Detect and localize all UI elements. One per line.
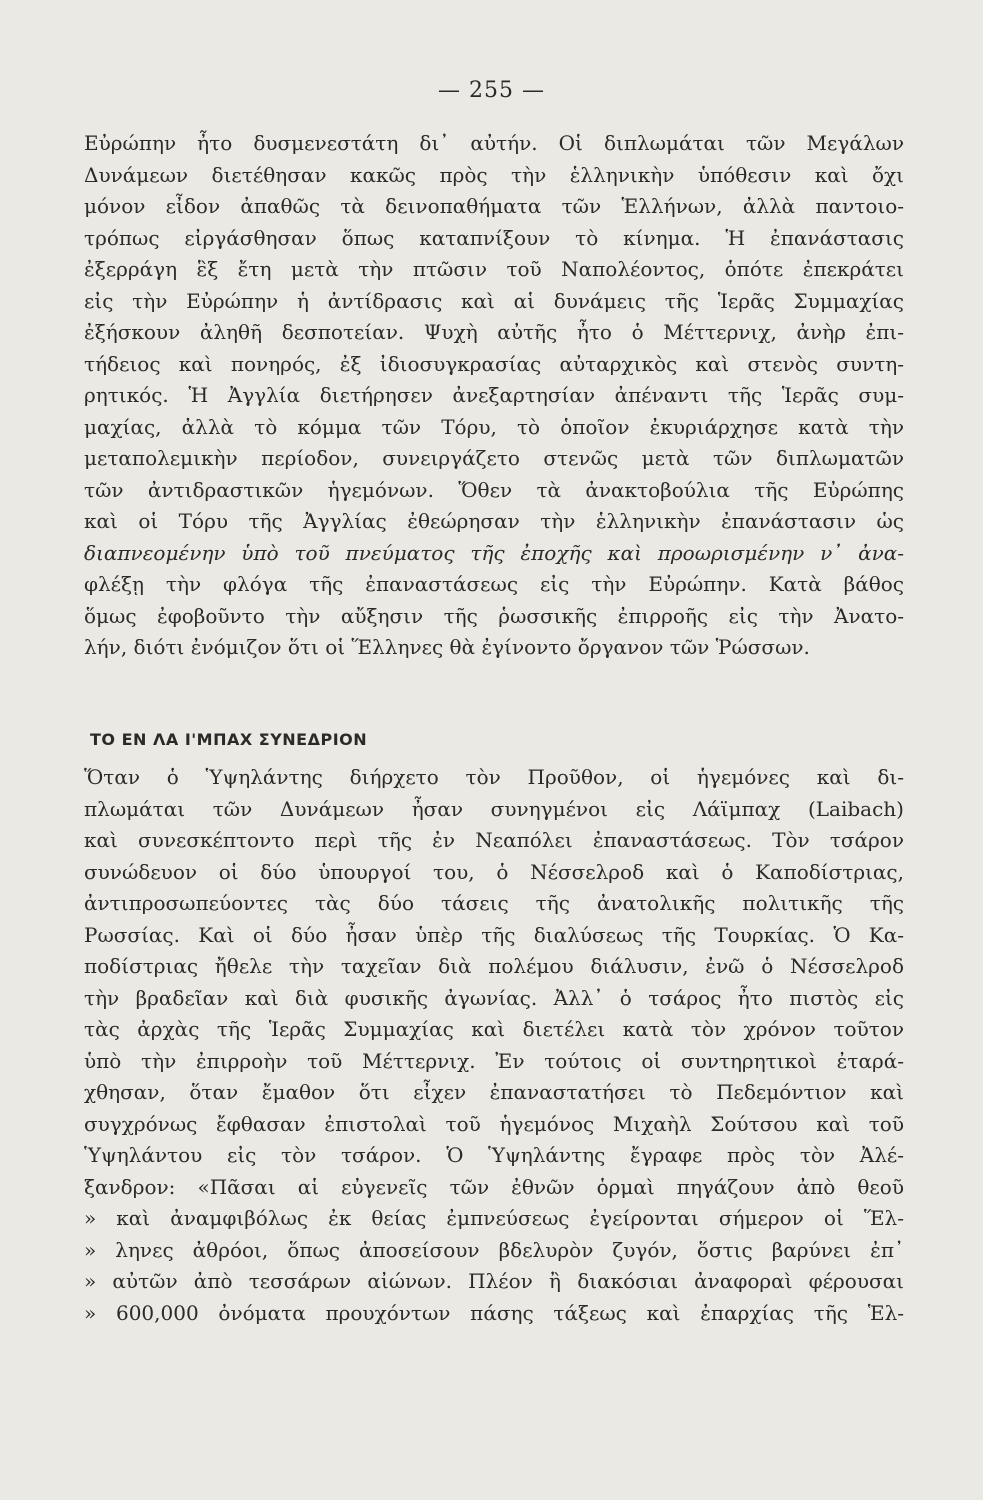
- text-line: » αὐτῶν ἀπὸ τεσσάρων αἰώνων. Πλέον ἢ διακόσιαι ἀναφοραὶ φέρουσαι: [84, 1269, 904, 1293]
- text-line: » ληνες ἀθρόοι, ὅπως ἀποσείσουν βδελυρὸν ζυγόν, ὅστις βαρύνει ἐπ᾽: [84, 1237, 904, 1262]
- text-line: καὶ συνεσκέπτοντο περὶ τῆς ἐν Νεαπόλει ἐπαναστάσεως. Τὸν τσάρον: [84, 828, 904, 852]
- text-line: Εὐρώπην ἦτο δυσμενεστάτη δι᾽ αὐτήν. Οἱ διπλωμάται τῶν Μεγάλων: [84, 131, 904, 155]
- text-line: καὶ οἱ Τόρυ τῆς Ἀγγλίας ἐθεώρησαν τὴν ἑλληνικὴν ἐπανάστασιν ὡς: [84, 509, 904, 533]
- text-line: Δυνάμεων διετέθησαν κακῶς πρὸς τὴν ἑλληνικὴν ὑπόθεσιν καὶ ὄχι: [84, 162, 904, 187]
- page-number: — 255 —: [438, 78, 545, 103]
- text-line: ποδίστριας ἤθελε τὴν ταχεῖαν διὰ πολέμου διάλυσιν, ἐνῶ ὁ Νέσσελροδ: [84, 954, 904, 978]
- text-line: ρητικός. Ἡ Ἀγγλία διετήρησεν ἀνεξαρτησίαν ἀπέναντι τῆς Ἱερᾶς συμ-: [84, 383, 904, 407]
- text-line: εἰς τὴν Εὐρώπην ἡ ἀντίδρασις καὶ αἱ δυνάμεις τῆς Ἱερᾶς Συμμαχίας: [84, 288, 904, 313]
- text-line: ξανδρον: «Πᾶσαι αἱ εὐγενεῖς τῶν ἐθνῶν ὁρμαὶ πηγάζουν ἀπὸ θεοῦ: [84, 1174, 904, 1199]
- text-line: μόνον εἶδον ἀπαθῶς τὰ δεινοπαθήματα τῶν Ἑλλήνων, ἀλλὰ παντοιο-: [84, 194, 904, 218]
- text-line: τὰς ἀρχὰς τῆς Ἱερᾶς Συμμαχίας καὶ διετέλει κατὰ τὸν χρόνον τοῦτον: [84, 1017, 904, 1041]
- text-line: τρόπως εἰργάσθησαν ὅπως καταπνίξουν τὸ κίνημα. Ἡ ἐπανάστασις: [84, 225, 904, 250]
- paragraph-1: [84, 128, 904, 664]
- text-line: διαπνεομένην ὑπὸ τοῦ πνεύματος τῆς ἐποχῆς καὶ προωρισμένην ν᾽ ἀνα-: [84, 540, 904, 565]
- text-line: » 600,000 ὀνόματα προυχόντων πάσης τάξεως καὶ ἐπαρχίας τῆς Ἑλ-: [84, 1300, 904, 1325]
- text-line: μαχίας, ἀλλὰ τὸ κόμμα τῶν Τόρυ, τὸ ὁποῖον ἐκυριάρχησε κατὰ τὴν: [84, 414, 904, 439]
- text-line: ἐξερράγη ἓξ ἔτη μετὰ τὴν πτῶσιν τοῦ Ναπολέοντος, ὁπότε ἐπεκράτει: [84, 257, 904, 281]
- text-line: Ὅταν ὁ Ὑψηλάντης διήρχετο τὸν Προῦθον, οἱ ἡγεμόνες καὶ δι-: [84, 765, 904, 789]
- text-line: συνώδευον οἱ δύο ὑπουργοί του, ὁ Νέσσελροδ καὶ ὁ Καποδίστριας,: [84, 859, 904, 884]
- text-line: Ὑψηλάντου εἰς τὸν τσάρον. Ὁ Ὑψηλάντης ἔγραφε πρὸς τὸν Ἀλέ-: [84, 1143, 904, 1167]
- text-line: πλωμάται τῶν Δυνάμεων ἦσαν συνηγμένοι εἰς Λάϊμπαχ (Laibach): [84, 796, 904, 821]
- text-line: τῶν ἀντιδραστικῶν ἡγεμόνων. Ὅθεν τὰ ἀνακτοβούλια τῆς Εὐρώπης: [84, 477, 904, 502]
- text-line: Ρωσσίας. Καὶ οἱ δύο ἦσαν ὑπὲρ τῆς διαλύσεως τῆς Τουρκίας. Ὁ Κα-: [84, 922, 904, 947]
- text-line: ἐξήσκουν ἀληθῆ δεσποτείαν. Ψυχὴ αὐτῆς ἦτο ὁ Μέττερνιχ, ἀνὴρ ἐπι-: [84, 320, 904, 344]
- text-line: τὴν βραδεῖαν καὶ διὰ φυσικῆς ἀγωνίας. Ἀλλ᾽ ὁ τσάρος ἦτο πιστὸς εἰς: [84, 985, 904, 1010]
- text-line: συγχρόνως ἔφθασαν ἐπιστολαὶ τοῦ ἡγεμόνος Μιχαὴλ Σούτσου καὶ τοῦ: [84, 1111, 904, 1136]
- text-line: ὅμως ἐφοβοῦντο τὴν αὔξησιν τῆς ῥωσσικῆς ἐπιρροῆς εἰς τὴν Ἀνατο-: [84, 603, 904, 628]
- text-line: ὑπὸ τὴν ἐπιρροὴν τοῦ Μέττερνιχ. Ἐν τούτοις οἱ συντηρητικοὶ ἐταρά-: [84, 1048, 904, 1073]
- text-line: » καὶ ἀναμφιβόλως ἐκ θείας ἐμπνεύσεως ἐγείρονται σήμερον οἱ Ἕλ-: [84, 1206, 904, 1230]
- section-heading: ΤΟ ΕΝ ΛΑ Ι'ΜΠΑΧ ΣΥΝΕΔΡΙΟΝ: [90, 730, 368, 749]
- paragraph-2: [84, 762, 904, 1329]
- text-line: φλέξῃ τὴν φλόγα τῆς ἐπαναστάσεως εἰς τὴν Εὐρώπην. Κατὰ βάθος: [84, 572, 904, 596]
- text-line: τήδειος καὶ πονηρός, ἐξ ἰδιοσυγκρασίας αὐταρχικὸς καὶ στενὸς συντη-: [84, 351, 904, 376]
- text-line: μεταπολεμικὴν περίοδον, συνειργάζετο στενῶς μετὰ τῶν διπλωματῶν: [84, 446, 904, 470]
- text-line: λήν, διότι ἐνόμιζον ὅτι οἱ Ἕλληνες θὰ ἐγίνοντο ὄργανον τῶν Ῥώσσων.: [84, 635, 810, 659]
- text-line: ἀντιπροσωπεύοντες τὰς δύο τάσεις τῆς ἀνατολικῆς πολιτικῆς τῆς: [84, 891, 904, 915]
- text-line: χθησαν, ὅταν ἔμαθον ὅτι εἶχεν ἐπαναστατήσει τὸ Πεδεμόντιον καὶ: [84, 1080, 904, 1104]
